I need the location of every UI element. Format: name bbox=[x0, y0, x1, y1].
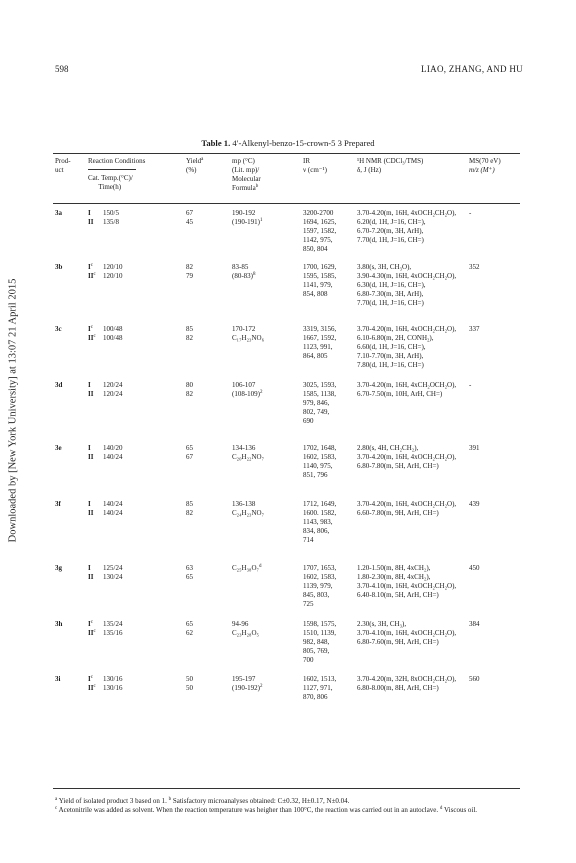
download-watermark: Downloaded by [New York University] at 13:07 21 April 2015 bbox=[7, 278, 19, 543]
mp-sup: 2 bbox=[260, 390, 263, 395]
catalyst bbox=[88, 263, 96, 281]
ir-values: 3025, 1593, 1585, 1138, 979, 846, 802, 749, 690 bbox=[303, 381, 337, 425]
catalyst-label: I bbox=[88, 564, 91, 572]
header-nmr-sub: δ, J (Hz) bbox=[357, 166, 382, 174]
catalyst-label: II bbox=[88, 218, 94, 226]
catalyst-label: I bbox=[88, 325, 91, 333]
temp-time: 120/10 120/10 bbox=[103, 263, 123, 280]
mp-value: 195-197 $(190-192)^2$ bbox=[232, 675, 263, 692]
catalyst-label: II bbox=[88, 390, 94, 398]
yield-value: 65 67 bbox=[186, 444, 193, 461]
product-id: 3d bbox=[55, 381, 63, 389]
table-top-rule bbox=[53, 153, 520, 154]
molecular-formula: C₁₇H₂₃NO₆ bbox=[232, 334, 265, 342]
ms-value: 337 bbox=[469, 325, 480, 333]
catalyst bbox=[88, 564, 93, 582]
catalyst-sup: c bbox=[93, 684, 96, 689]
mp-sup: 2 bbox=[260, 684, 263, 689]
running-head: LIAO, ZHANG, AND HU bbox=[421, 64, 523, 74]
table-header-rule bbox=[53, 203, 520, 204]
catalyst-sup: c bbox=[93, 334, 96, 339]
catalyst-label: I bbox=[88, 381, 91, 389]
product-id: 3a bbox=[55, 209, 62, 217]
nmr-values: 3.70-4.20(m, 16H, 4xCH₂OCH₂O), 6.70-7.50(m, 10H, ArH, CH=) bbox=[357, 381, 457, 398]
catalyst-label: II bbox=[88, 334, 94, 342]
table-title bbox=[0, 138, 576, 148]
header-yield-label: Yield bbox=[186, 157, 202, 165]
table-bottom-rule bbox=[53, 788, 520, 789]
temp-time: 120/24 120/24 bbox=[103, 381, 123, 398]
molecular-formula: C₂₀H₂₂NO₇ bbox=[232, 453, 265, 461]
yield-value: 67 45 bbox=[186, 209, 193, 226]
catalyst-sup: c bbox=[90, 675, 93, 680]
mp-sup: 1 bbox=[260, 218, 263, 223]
nmr-values: 3.70-4.20(m, 32H, 8xOCH₂CH₂O), 6.80-8.00(m, 8H, ArH, CH=) bbox=[357, 675, 457, 692]
ms-value: 439 bbox=[469, 500, 480, 508]
header-mp-sup: b bbox=[255, 184, 259, 189]
catalyst bbox=[88, 675, 96, 693]
yield-value: 85 82 bbox=[186, 500, 193, 517]
mp-value: 94-96 bbox=[232, 620, 249, 628]
catalyst-sup: c bbox=[90, 325, 93, 330]
nmr-values: 3.70-4.20(m, 16H, 4xOCH₂CH₂O), 6.60-7.80(m, 9H, ArH, CH=) bbox=[357, 500, 457, 517]
nmr-values: 3.80(s, 3H, CH₃O), 3.90-4.30(m, 16H, 4xOCH₂CH₂O), 6.30(d, 1H, J=16, CH=), 6.80-7.30(m, 3H, ArH), 7.70(d, 1H, J=16, CH=) bbox=[357, 263, 457, 307]
header-ms: MS(70 eV) bbox=[469, 157, 501, 165]
header-yield-unit: (%) bbox=[186, 166, 197, 174]
ir-values: 1700, 1629, 1595, 1585, 1141, 979, 854, 808 bbox=[303, 263, 337, 298]
ir-values: 1702, 1648, 1602, 1583, 1140, 975, 851, 796 bbox=[303, 444, 337, 479]
catalyst bbox=[88, 500, 93, 518]
mp-value: 106-107 $(108-109)^2$ bbox=[232, 381, 263, 398]
header-product: Prod- uct bbox=[55, 157, 71, 174]
footnote-a-mark: a bbox=[55, 797, 58, 802]
ir-values: 1707, 1653, 1602, 1583, 1139, 979, 845, 803, 725 bbox=[303, 564, 337, 608]
temp-time: 150/5 135/8 bbox=[103, 209, 119, 226]
temp-time: 125/24 130/24 bbox=[103, 564, 123, 581]
table-footnotes bbox=[55, 797, 525, 815]
header-ms-sub: m/z (M⁺) bbox=[469, 166, 495, 174]
catalyst-sup: c bbox=[90, 620, 93, 625]
header-ir: IR bbox=[303, 157, 310, 165]
footnote-b: Satisfactory microanalyses obtained: C±0.32, H±0.17, N±0.04. bbox=[171, 797, 350, 805]
ms-value: 384 bbox=[469, 620, 480, 628]
yield-value: 65 62 bbox=[186, 620, 193, 637]
mp-value: 134-136 bbox=[232, 444, 256, 452]
temp-time: 100/48 100/48 bbox=[103, 325, 123, 342]
mp-sup: 8 bbox=[253, 272, 256, 277]
nmr-values: 2.30(s, 3H, CH₃), 3.70-4.10(m, 16H, 4xOCH₂CH₂O), 6.80-7.60(m, 9H, ArH, CH=) bbox=[357, 620, 457, 646]
yield-value: 63 65 bbox=[186, 564, 193, 581]
mp-value: 83-85 $(80-83)^8$ bbox=[232, 263, 256, 280]
product-id: 3c bbox=[55, 325, 62, 333]
table-title-label: Table 1. bbox=[201, 138, 231, 148]
ms-value: 391 bbox=[469, 444, 480, 452]
footnote-c-mark: c bbox=[55, 806, 58, 811]
mp-value: 170-172 bbox=[232, 325, 256, 333]
catalyst-label: I bbox=[88, 263, 91, 271]
catalyst-label: II bbox=[88, 629, 94, 637]
nmr-values: 2.80(s, 4H, CH₂CH₂), 3.70-4.20(m, 16H, 4xOCH₂CH₂O), 6.80-7.80(m, 5H, ArH, CH=) bbox=[357, 444, 457, 470]
footnote-d: Viscous oil. bbox=[442, 806, 478, 814]
page-number: 598 bbox=[55, 64, 69, 74]
catalyst-sup: c bbox=[90, 263, 93, 268]
header-yield bbox=[186, 157, 203, 166]
product-id: 3e bbox=[55, 444, 62, 452]
header-mp: mp (°C) bbox=[232, 157, 255, 165]
ir-values: 3319, 3156, 1667, 1592, 1123, 991, 864, 805 bbox=[303, 325, 337, 360]
ir-values: 1602, 1513, 1127, 971, 870, 806 bbox=[303, 675, 337, 701]
table-title-text: 4′-Alkenyl-benzo-15-crown-5 3 Prepared bbox=[230, 138, 375, 148]
temp-time: 130/16 130/16 bbox=[103, 675, 123, 692]
catalyst bbox=[88, 325, 96, 343]
ms-value: - bbox=[469, 381, 472, 389]
catalyst-label: I bbox=[88, 620, 91, 628]
product-id: 3h bbox=[55, 620, 63, 628]
catalyst-label: II bbox=[88, 509, 94, 517]
catalyst bbox=[88, 381, 93, 399]
catalyst bbox=[88, 209, 93, 227]
ms-value: 560 bbox=[469, 675, 480, 683]
temp-time: 135/24 135/16 bbox=[103, 620, 123, 637]
molecular-formula: C₂₄H₂₃NO₇ bbox=[232, 509, 265, 517]
yield-value: 82 79 bbox=[186, 263, 193, 280]
header-nmr: ¹H NMR (CDCl₃/TMS) bbox=[357, 157, 424, 165]
yield-value: 85 82 bbox=[186, 325, 193, 342]
ms-value: 450 bbox=[469, 564, 480, 572]
product-id: 3b bbox=[55, 263, 63, 271]
ms-value: 352 bbox=[469, 263, 480, 271]
header-mp-sub bbox=[232, 166, 261, 193]
product-id: 3g bbox=[55, 564, 62, 572]
catalyst-label: II bbox=[88, 573, 94, 581]
header-mp-sub-text: (Lit. mp)/ Molecular Formula bbox=[232, 166, 261, 192]
catalyst-label: I bbox=[88, 444, 91, 452]
catalyst-label: I bbox=[88, 500, 91, 508]
product-id: 3i bbox=[55, 675, 61, 683]
catalyst bbox=[88, 444, 93, 462]
temp-time: 140/24 140/24 bbox=[103, 500, 123, 517]
footnote-c: Acetonitrile was added as solvent. When the reaction temperature was heigher than 100°C, the reaction was carried out in an autoclave. bbox=[57, 806, 440, 814]
mp-value: C₂₅H₃₈O₇$^d$ bbox=[232, 564, 262, 572]
ir-values: 1712, 1649, 1600. 1582, 1143, 983, 834, 806, 714 bbox=[303, 500, 337, 544]
catalyst-label: I bbox=[88, 675, 91, 683]
nmr-values: 3.70-4.20(m, 16H, 4xOCH₂CH₂O), 6.20(d, 1H, J=16, CH=), 6.70-7.20(m, 3H, ArH), 7.70(d, 1H, J=16, CH=) bbox=[357, 209, 457, 244]
header-ir-sub: ν (cm⁻¹) bbox=[303, 166, 327, 174]
ir-values: 1598, 1575, 1510, 1139, 982, 848, 805, 769, 700 bbox=[303, 620, 337, 664]
ir-values: 3200-2700 1694, 1625, 1597, 1582, 1142, 975, 850, 804 bbox=[303, 209, 337, 253]
catalyst-sup: c bbox=[93, 629, 96, 634]
header-conditions: Reaction Conditions bbox=[88, 157, 146, 165]
header-conditions-rule bbox=[88, 169, 136, 170]
header-yield-sup: a bbox=[201, 157, 204, 162]
yield-value: 50 50 bbox=[186, 675, 193, 692]
yield-value: 80 82 bbox=[186, 381, 193, 398]
temp-time: 140/20 140/24 bbox=[103, 444, 123, 461]
catalyst-label: II bbox=[88, 453, 94, 461]
catalyst-label: I bbox=[88, 209, 91, 217]
nmr-values: 1.20-1.50(m, 8H, 4xCH₂), 1.80-2.30(m, 8H, 4xCH₂), 3.70-4.10(m, 16H, 4xOCH₂CH₂O), 6.40-8.10(m, 5H, ArH, CH=) bbox=[357, 564, 457, 599]
footnote-d-mark: d bbox=[439, 806, 443, 811]
mp-value: 190-192 $(190-191)^1$ bbox=[232, 209, 263, 226]
product-id: 3f bbox=[55, 500, 61, 508]
catalyst-sup: c bbox=[93, 272, 96, 277]
footnote-b-mark: b bbox=[168, 797, 172, 802]
catalyst bbox=[88, 620, 96, 638]
header-cat-temp-time: Cat. Temp.(°C)/ Time(h) bbox=[88, 174, 133, 191]
molecular-formula: C₂₃H₂₈O₅ bbox=[232, 629, 259, 637]
nmr-values: 3.70-4.20(m, 16H, 4xOCH₂CH₂O), 6.10-6.80(m, 2H, CONH₂), 6.60(d, 1H, J=16, CH=), 7.10-7.70(m, 3H, ArH), 7.80(d, 1H, J=16, CH=) bbox=[357, 325, 457, 369]
mp-value: 136-138 bbox=[232, 500, 256, 508]
ms-value: - bbox=[469, 209, 472, 217]
catalyst-label: II bbox=[88, 684, 94, 692]
footnote-a: Yield of isolated product 3 based on 1. bbox=[57, 797, 169, 805]
mp-sup: d bbox=[258, 564, 262, 569]
catalyst-label: II bbox=[88, 272, 94, 280]
